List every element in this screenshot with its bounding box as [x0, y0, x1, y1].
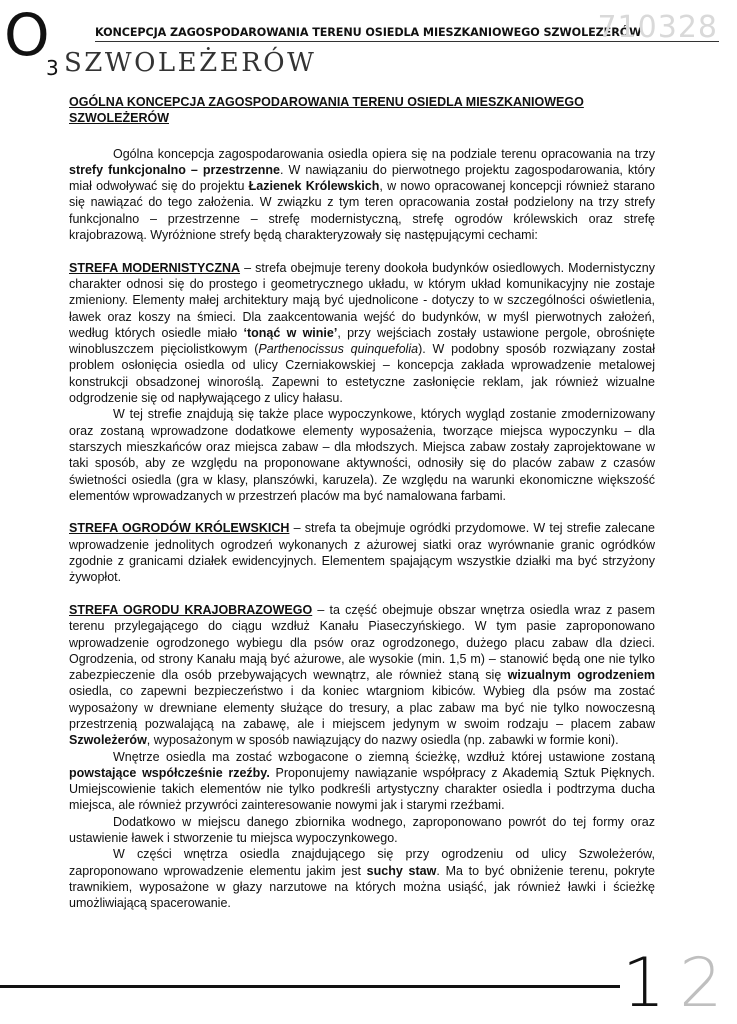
section-heading: STREFA OGRODÓW KRÓLEWSKICH [69, 521, 290, 536]
italic-text: Parthenocissus quinquefolia [258, 342, 419, 357]
spacer [69, 504, 655, 520]
paragraph-water-reservoir: Dodatkowo w miejscu danego zbiornika wodnego, zaproponowano powrót do tej formy oraz ustawienie ławek i stworzenie tu miejsca wypoczynkowego. [69, 814, 655, 846]
spacer [69, 586, 655, 602]
bold-text: powstające współcześnie rzeźby. [69, 765, 270, 780]
text: Wnętrze osiedla ma zostać wzbogacone o ziemną ścieżkę, wzdłuż której ustawione zostaną [113, 749, 655, 764]
document-title [69, 94, 655, 127]
bold-text: Łazienek Królewskich [248, 179, 380, 194]
paragraph-dry-pond [69, 846, 655, 911]
page-number [622, 944, 737, 1023]
logo-letter: O [4, 1, 50, 69]
page-number-second: 2 [679, 944, 737, 1023]
paragraph-royal-gardens [69, 520, 655, 585]
header-title: KONCEPCJA ZAGOSPODAROWANIA TERENU OSIEDLA MIESZKANIOWEGO SZWOLEZERÓW [95, 26, 642, 39]
bold-text: strefy funkcjonalno – przestrzenne [69, 162, 280, 177]
section-heading: STREFA MODERNISTYCZNA [69, 260, 241, 275]
text: , przy wejściach zostały ustawione pergole, obrośnięte winobluszczem pięciolistkowym ( [69, 325, 655, 357]
paragraph-sculptures [69, 749, 655, 814]
text: ). W podobny sposób rozwiązany został problem osłonięcia osiedla od ulicy Czerniakowskiej – koncepcja zakłada wprowadzenie metalowej konstrukcji obsadzonej winoroślą. Zapewni to estetyczne zasłonięcie reklam, jak również wizualne odgrodzenie się od napływającego z ulicy hałasu. [69, 342, 656, 406]
text: . Ma to być obniżenie terenu, pokryte trawnikiem, wyposażone w głazy narzutowe na których można usiąść, jak również ławki i ścieżkę umożliwiającą spacerowanie. [69, 863, 655, 911]
document-body [69, 94, 655, 912]
bold-text: suchy staw [366, 863, 437, 878]
text: – strefa obejmuje tereny dookoła budynków osiedlowych. Modernistyczny charakter odnosi się do prostego i geometrycznego układu, w którym układ komunikacyjny nie zostaje zmieniony. Elementy małej architektury mają być ujednolicone - dotyczy to w szczególności oświetlenia, ławek oraz koszy na śmieci. Dla zaakcentowania wejść do budynków, w myśl pierwotnych założeń, według których osiedle miało [69, 260, 656, 340]
bold-text: Szwoleżerów [69, 733, 147, 748]
paragraph-modernist-zone [69, 260, 655, 407]
text: . W nawiązaniu do pierwotnego projektu zagospodarowania, który miał odwoływać się do projektu [69, 162, 655, 194]
header-subtitle: SZWOLEŻERÓW [64, 48, 317, 78]
text: , wyposażonym w sposób nawiązujący do nazwy osiedla (np. zabawki w formie koni). [146, 733, 619, 748]
paragraph-intro [69, 146, 655, 244]
header-code: 710328 [597, 10, 718, 45]
bold-text: wizualnym ogrodzeniem [507, 668, 655, 683]
spacer [69, 243, 655, 259]
logo-subscript: 3 [46, 56, 59, 80]
text: – ta część obejmuje obszar wnętrza osiedla wraz z pasem terenu przylegającego do ciągu wzdłuż Kanału Piaseczyńskiego. W tym pasie zaproponowano wprowadzenie ogrodzonego wybiegu dla psów oraz ogrodzonego, dużego placu zabaw dla dzieci. Ogrodzenia, od strony Kanału mają być ażurowe, ale wysokie (min. 1,5 m) – stanowić będą one nie tylko zabezpieczenie dla osób przebywających wewnątrz, ale również staną się [69, 602, 656, 683]
text: Proponujemy nawiązanie współpracy z Akademią Sztuk Pięknych. Umiejscowienie takich elementów nie tylko podkreśli artystyczny charakter osiedla i podtrzyma ducha miejsca, ale również przywróci zainteresowanie nowymi jak i starymi rzeźbami. [69, 765, 655, 813]
section-heading: STREFA OGRODU KRAJOBRAZOWEGO [69, 602, 313, 617]
bold-text: ‘tonąć w winie’ [243, 325, 338, 340]
text: osiedla, co zapewni bezpieczeństwo i da koniec wtargniom kibiców. Wybieg dla psów ma zostać wyposażony w drewniane elementy służące do tresury, a plac zabaw ma być nie tylko nowoczesną przestrzenią pozwalającą na zabawę, ale i miejscem jedynym w swoim rodzaju – placem zabaw [69, 684, 655, 731]
text: – strefa ta obejmuje ogródki przydomowe. W tej strefie zalecane wprowadzenie jednolitych ogrodzeń wykonanych z ażurowej siatki oraz wyrównanie granic ogródków zgodnie z granicami działek ewidencyjnych. Elementem spajającym wszystkie działki ma być strzyżony żywopłot. [69, 521, 655, 585]
footer-rule [0, 985, 620, 988]
text: W części wnętrza osiedla znajdującego się przy ogrodzeniu od ulicy Szwoleżerów, zaproponowano wprowadzenie elementu jakim jest [69, 847, 655, 878]
text: Ogólna koncepcja zagospodarowania osiedla opiera się na podziale terenu opracowania na trzy [113, 146, 655, 161]
paragraph-landscape-garden [69, 602, 655, 749]
paragraph-playgrounds: W tej strefie znajdują się także place wypoczynkowe, których wygląd zostanie zmodernizowany oraz zostaną wprowadzone dodatkowe elementy wyposażenia, tworzące miejsca wypoczynku – dla starszych mieszkańców oraz miejsca zabaw – dla młodszych. Miejsca zabaw zostały zaprojektowane w taki sposób, aby ze względu na proponowane aktywności, odnosiły się do placów zabaw z czasów świetności osiedla (gra w klasy, planszówki, karuzela). Ze względu na warunki ekonomiczne większość elementów wprowadzanych w przestrzeń placów ma być namalowana farbami. [69, 407, 655, 503]
page-number-first: 1 [622, 944, 680, 1023]
text: , w nowo opracowanej koncepcji również starano się nawiązać do tego założenia. W związku z tym teren opracowania został podzielony na trzy strefy funkcjonalno – przestrzenne – strefę modernistyczną, strefę ogrodów królewskich oraz strefę krajobrazową. Wyróżnione strefy będą charakteryzowały się następującymi cechami: [69, 179, 655, 243]
document-title-line2: SZWOLEŻERÓW [69, 111, 169, 126]
document-title-line1: OGÓLNA KONCEPCJA ZAGOSPODAROWANIA TERENU OSIEDLA MIESZKANIOWEGO [69, 95, 584, 109]
